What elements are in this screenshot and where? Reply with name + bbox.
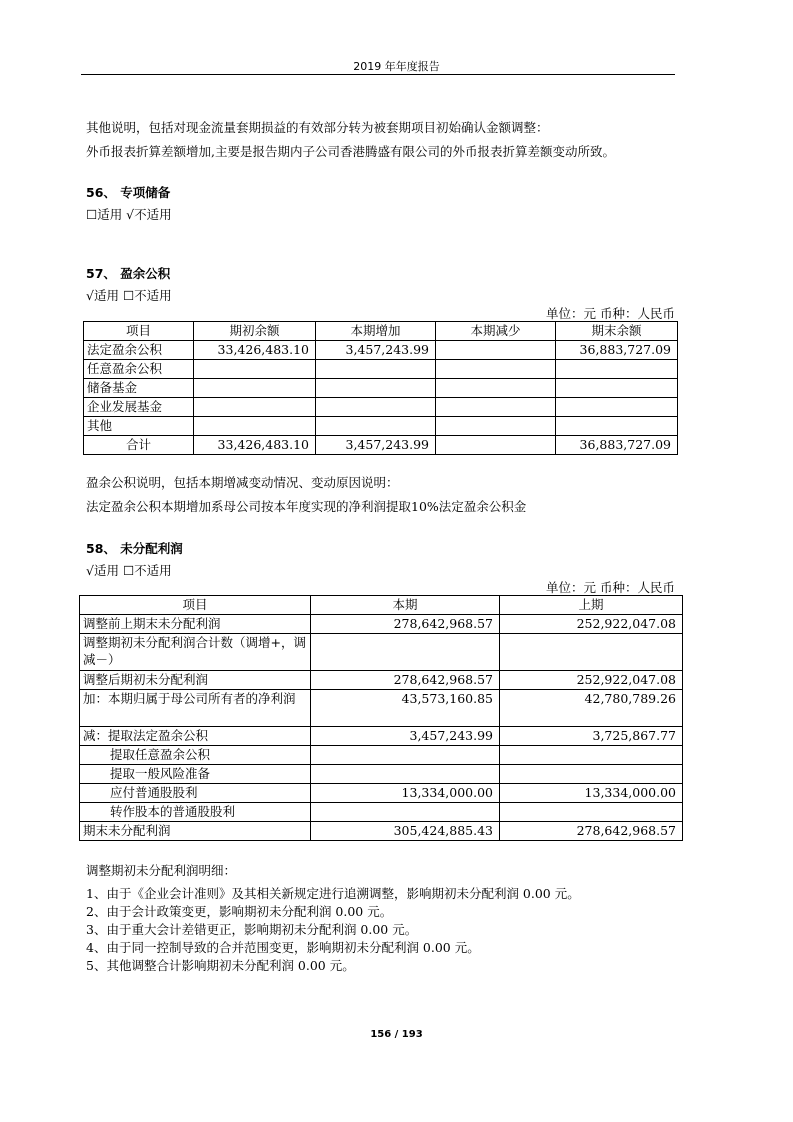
row-label: 储备基金 bbox=[84, 379, 194, 398]
table-row bbox=[84, 398, 678, 417]
col-header: 期末余额 bbox=[556, 322, 678, 341]
row-label: 转作股本的普通股股利 bbox=[80, 803, 311, 822]
cell-value bbox=[436, 379, 556, 398]
table-row bbox=[84, 341, 678, 360]
detail-item: 3、由于重大会计差错更正，影响期初未分配利润 0.00 元。 bbox=[86, 922, 418, 937]
table-row bbox=[80, 746, 683, 765]
cell-value: 36,883,727.09 bbox=[556, 341, 678, 360]
cell-value bbox=[194, 379, 316, 398]
page-header: 2019 年年度报告 bbox=[353, 60, 440, 73]
cell-value: 33,426,483.10 bbox=[194, 436, 316, 455]
cell-value: 252,922,047.08 bbox=[500, 671, 683, 690]
table-row bbox=[80, 727, 683, 746]
table-row bbox=[84, 379, 678, 398]
cell-value bbox=[500, 746, 683, 765]
table-row bbox=[80, 765, 683, 784]
section-57-unit: 单位：元 币种：人民币 bbox=[546, 306, 675, 321]
cell-value: 305,424,885.43 bbox=[311, 822, 500, 841]
cell-value bbox=[311, 803, 500, 822]
page-number: 156 / 193 bbox=[370, 1029, 423, 1040]
row-label: 企业发展基金 bbox=[84, 398, 194, 417]
row-label: 法定盈余公积 bbox=[84, 341, 194, 360]
row-label: 应付普通股股利 bbox=[80, 784, 311, 803]
cell-value bbox=[436, 436, 556, 455]
row-label: 合计 bbox=[84, 436, 194, 455]
cell-value bbox=[311, 746, 500, 765]
table-total-row bbox=[84, 436, 678, 455]
row-label: 提取一般风险准备 bbox=[80, 765, 311, 784]
surplus-note-title: 盈余公积说明，包括本期增减变动情况、变动原因说明： bbox=[86, 475, 399, 490]
cell-value: 13,334,000.00 bbox=[311, 784, 500, 803]
cell-value bbox=[194, 417, 316, 436]
cell-value: 278,642,968.57 bbox=[500, 822, 683, 841]
row-label: 调整后期初未分配利润 bbox=[80, 671, 311, 690]
cell-value bbox=[556, 360, 678, 379]
cell-value bbox=[436, 341, 556, 360]
detail-item: 5、其他调整合计影响期初未分配利润 0.00 元。 bbox=[86, 958, 355, 973]
cell-value bbox=[311, 765, 500, 784]
table-row bbox=[80, 615, 683, 634]
row-label: 其他 bbox=[84, 417, 194, 436]
section-56-options: ☐适用 √不适用 bbox=[86, 207, 172, 222]
col-header: 项目 bbox=[84, 322, 194, 341]
cell-value bbox=[316, 398, 436, 417]
row-label: 调整期初未分配利润合计数（调增+，调减－） bbox=[80, 634, 311, 671]
cell-value: 252,922,047.08 bbox=[500, 615, 683, 634]
section-58-unit: 单位：元 币种：人民币 bbox=[546, 580, 675, 595]
section-58-title: 58、 未分配利润 bbox=[86, 541, 183, 556]
row-label: 减：提取法定盈余公积 bbox=[80, 727, 311, 746]
detail-item: 1、由于《企业会计准则》及其相关新规定进行追溯调整，影响期初未分配利润 0.00 元。 bbox=[86, 886, 580, 901]
cell-value: 3,457,243.99 bbox=[316, 341, 436, 360]
cell-value bbox=[194, 398, 316, 417]
cell-value bbox=[500, 634, 683, 671]
cell-value bbox=[311, 634, 500, 671]
row-label: 加：本期归属于母公司所有者的净利润 bbox=[80, 690, 311, 727]
col-header: 项目 bbox=[80, 596, 311, 615]
col-header: 上期 bbox=[500, 596, 683, 615]
cell-value bbox=[194, 360, 316, 379]
detail-item: 4、由于同一控制导致的合并范围变更，影响期初未分配利润 0.00 元。 bbox=[86, 940, 480, 955]
cell-value bbox=[436, 398, 556, 417]
cell-value bbox=[316, 379, 436, 398]
table-header-row bbox=[84, 322, 678, 341]
table-row bbox=[80, 690, 683, 727]
detail-title: 调整期初未分配利润明细： bbox=[86, 863, 237, 878]
surplus-note: 法定盈余公积本期增加系母公司按本年度实现的净利润提取10%法定盈余公积金 bbox=[86, 499, 527, 514]
row-label: 提取任意盈余公积 bbox=[80, 746, 311, 765]
table-row bbox=[80, 784, 683, 803]
section-57-options: √适用 ☐不适用 bbox=[86, 288, 172, 303]
cell-value bbox=[316, 417, 436, 436]
col-header: 本期减少 bbox=[436, 322, 556, 341]
surplus-reserve-table bbox=[83, 321, 678, 455]
section-56-title: 56、 专项储备 bbox=[86, 185, 171, 200]
cell-value: 3,725,867.77 bbox=[500, 727, 683, 746]
detail-item: 2、由于会计政策变更，影响期初未分配利润 0.00 元。 bbox=[86, 904, 393, 919]
row-label: 任意盈余公积 bbox=[84, 360, 194, 379]
col-header: 本期 bbox=[311, 596, 500, 615]
table-row bbox=[84, 417, 678, 436]
cell-value: 33,426,483.10 bbox=[194, 341, 316, 360]
table-row bbox=[80, 634, 683, 671]
cell-value bbox=[556, 417, 678, 436]
cell-value bbox=[436, 417, 556, 436]
table-row bbox=[84, 360, 678, 379]
table-row bbox=[80, 671, 683, 690]
col-header: 本期增加 bbox=[316, 322, 436, 341]
cell-value: 3,457,243.99 bbox=[311, 727, 500, 746]
row-label: 期末未分配利润 bbox=[80, 822, 311, 841]
table-header-row bbox=[80, 596, 683, 615]
intro-line-2: 外币报表折算差额增加,主要是报告期内子公司香港腾盛有限公司的外币报表折算差额变动所致。 bbox=[86, 144, 615, 159]
cell-value bbox=[436, 360, 556, 379]
cell-value bbox=[500, 765, 683, 784]
col-header: 期初余额 bbox=[194, 322, 316, 341]
header-rule bbox=[81, 74, 675, 75]
cell-value: 43,573,160.85 bbox=[311, 690, 500, 727]
cell-value bbox=[556, 379, 678, 398]
cell-value: 278,642,968.57 bbox=[311, 615, 500, 634]
row-label: 调整前上期末未分配利润 bbox=[80, 615, 311, 634]
undistributed-profit-table bbox=[79, 595, 683, 841]
cell-value bbox=[556, 398, 678, 417]
cell-value: 13,334,000.00 bbox=[500, 784, 683, 803]
table-row bbox=[80, 803, 683, 822]
section-57-title: 57、 盈余公积 bbox=[86, 266, 171, 281]
intro-line-1: 其他说明，包括对现金流量套期损益的有效部分转为被套期项目初始确认金额调整： bbox=[86, 120, 549, 135]
cell-value bbox=[316, 360, 436, 379]
cell-value: 36,883,727.09 bbox=[556, 436, 678, 455]
section-58-options: √适用 ☐不适用 bbox=[86, 563, 172, 578]
cell-value: 3,457,243.99 bbox=[316, 436, 436, 455]
cell-value: 42,780,789.26 bbox=[500, 690, 683, 727]
cell-value bbox=[500, 803, 683, 822]
cell-value: 278,642,968.57 bbox=[311, 671, 500, 690]
table-row bbox=[80, 822, 683, 841]
